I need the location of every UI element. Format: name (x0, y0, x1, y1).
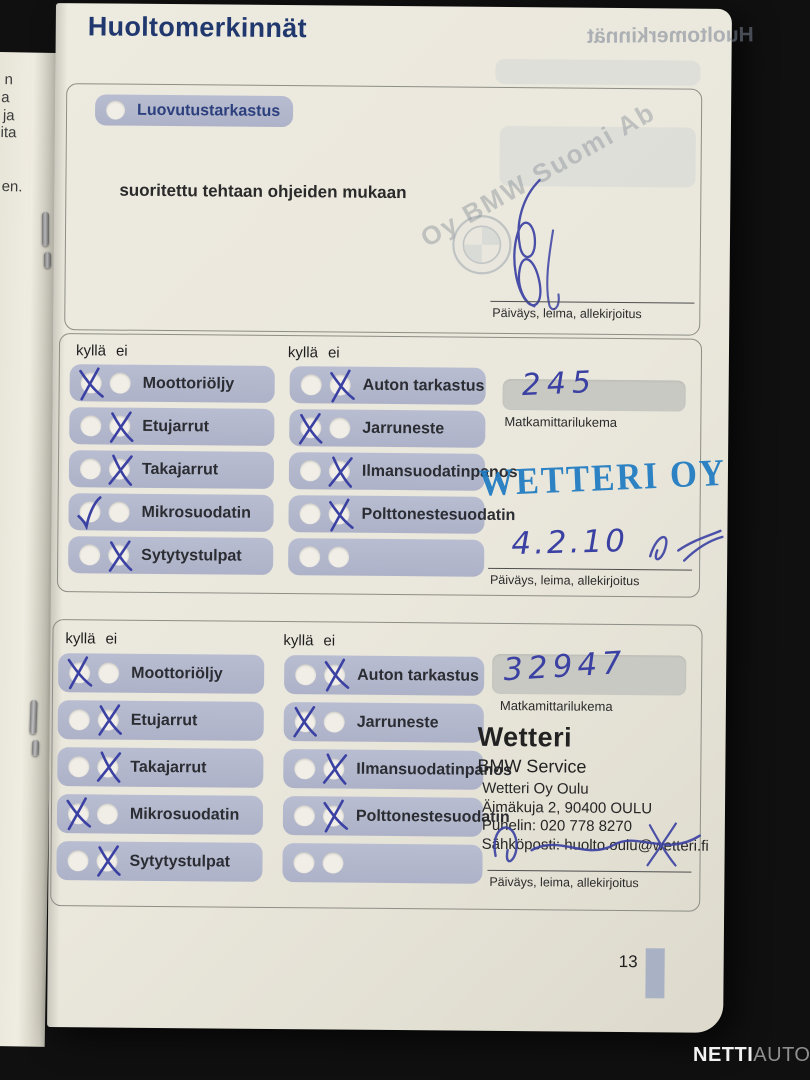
check-row-sytytystulpat (68, 536, 273, 575)
check-row-etujarrut (69, 407, 274, 446)
ei-circle (330, 374, 351, 395)
ei-circle (322, 852, 343, 873)
no-label: ei (105, 630, 118, 648)
check-row-sytytystulpat (56, 841, 262, 882)
kylla-circle (68, 803, 89, 824)
kylla-circle (68, 756, 89, 777)
check-label: Polttonestesuodatin (355, 807, 510, 826)
check-row-auton-tarkastus (290, 366, 486, 405)
check-row-takajarrut (69, 450, 274, 489)
ei-circle (97, 803, 118, 824)
check-row-mikrosuodatin (57, 794, 263, 835)
check-column-right (282, 655, 512, 884)
ei-circle (324, 711, 345, 732)
check-row-jarruneste (284, 702, 484, 743)
kylla-circle (295, 711, 316, 732)
ei-circle (96, 850, 117, 871)
showthrough-title: Huoltomerkinnät (586, 23, 754, 48)
ei-circle (329, 417, 350, 438)
stamp-address-line: Sähköposti: huolto.oulu@wetteri.fi (481, 835, 709, 855)
bmw-watermark-text: Oy BMW Suomi Ab (415, 96, 661, 253)
check-label: Moottoriöljy (131, 664, 223, 683)
kylla-circle (79, 501, 100, 522)
check-label: Takajarrut (130, 758, 207, 776)
yes-label: kyllä (283, 632, 314, 650)
kylla-circle (69, 709, 90, 730)
kylla-circle (299, 546, 320, 567)
signature-handwriting (476, 172, 592, 315)
odometer-handwritten-value: 245 (520, 364, 598, 404)
delivery-check-circle (106, 100, 125, 119)
check-row-auton-tarkastus (284, 655, 484, 696)
edge-text-fragment: a (1, 89, 10, 107)
kylla-circle (81, 372, 102, 393)
ei-circle (329, 460, 350, 481)
check-label: Jarruneste (362, 419, 445, 437)
ei-circle (324, 664, 345, 685)
edge-text-fragment: ita (0, 124, 17, 142)
yes-label: kyllä (75, 342, 107, 360)
kylla-circle (67, 850, 88, 871)
kylla-circle (301, 374, 322, 395)
ei-circle (108, 502, 129, 523)
kylla-circle (295, 664, 316, 685)
kylla-circle (79, 544, 100, 565)
service-entry-box (50, 619, 709, 912)
signature-caption: Päiväys, leima, allekirjoitus (489, 572, 640, 589)
kylla-circle (294, 758, 315, 779)
staple (44, 252, 51, 268)
yes-label: kyllä (287, 344, 319, 362)
no-label: ei (115, 342, 128, 360)
check-label: Sytytystulpat (141, 546, 242, 565)
check-row-mikrosuodatin (68, 493, 273, 532)
ei-circle (108, 545, 129, 566)
check-row-moottori-ljy (58, 653, 264, 694)
ei-circle (323, 805, 344, 826)
check-label: Moottoriöljy (142, 374, 235, 393)
check-row-polttonestesuodatin (288, 495, 516, 534)
check-row-etujarrut (58, 700, 264, 741)
check-label: Etujarrut (130, 711, 198, 729)
nettiauto-logo (693, 1044, 810, 1067)
yes-no-header (288, 344, 340, 361)
wetteri-ink-stamp: WETTERI OY (478, 452, 727, 505)
ei-circle (328, 503, 349, 524)
yes-no-header (283, 632, 335, 649)
signature-caption: Päiväys, leima, allekirjoitus (489, 874, 639, 891)
no-label: ei (323, 632, 336, 650)
delivery-inspection-box (64, 83, 702, 336)
ei-circle (110, 373, 131, 394)
kylla-circle (294, 805, 315, 826)
yes-no-header (65, 630, 117, 647)
check-column-left (68, 364, 275, 575)
check-row-ilmansuodatinpanos (283, 749, 512, 790)
ei-circle (323, 758, 344, 779)
check-row-empty (288, 538, 484, 577)
edge-text-fragment: n (4, 71, 14, 89)
staple (42, 212, 49, 246)
kylla-circle (293, 852, 314, 873)
service-entry-box (57, 333, 727, 598)
odometer-label: Matkamittarilukema (499, 697, 613, 714)
initials-handwriting (644, 522, 726, 569)
check-label: Auton tarkastus (362, 376, 485, 395)
bmw-service-stamp-line: BMW Service (477, 755, 587, 777)
kylla-circle (80, 458, 101, 479)
wetteri-stamp-brand: Wetteri (477, 721, 573, 753)
ei-circle (97, 756, 118, 777)
check-row-moottori-ljy (70, 364, 275, 403)
service-book-page (47, 3, 754, 1033)
page-number-marker (645, 948, 664, 998)
check-column-right (288, 366, 518, 577)
ei-circle (98, 709, 119, 730)
check-label: Polttonestesuodatin (361, 505, 516, 524)
check-label: Mikrosuodatin (141, 503, 251, 522)
check-row-takajarrut (57, 747, 263, 788)
page-title: Huoltomerkinnät (87, 11, 307, 44)
check-row-jarruneste (289, 409, 485, 448)
check-row-polttonestesuodatin (283, 796, 510, 837)
delivery-pill-label: Luovutustarkastus (137, 101, 281, 120)
check-label: Ilmansuodatinpanos (361, 462, 518, 481)
odometer-label: Matkamittarilukema (504, 413, 618, 430)
check-label: Etujarrut (142, 417, 210, 435)
check-label: Takajarrut (141, 460, 219, 478)
ei-circle (109, 416, 130, 437)
stamp-address-line: Äimäkuja 2, 90400 OULU (481, 798, 653, 817)
staple (29, 700, 37, 734)
stamp-address-line: Wetteri Oy Oulu (482, 779, 589, 798)
kylla-circle (300, 460, 321, 481)
check-row-ilmansuodatinpanos (289, 452, 518, 491)
delivery-inspection-pill (95, 94, 293, 127)
nettiauto-logo-auto: AUTO (753, 1044, 810, 1066)
ei-circle (328, 546, 349, 567)
kylla-circle (300, 417, 321, 438)
signature-caption: Päiväys, leima, allekirjoitus (492, 305, 642, 322)
stamp-address-line: Puhelin: 020 778 8270 (481, 816, 633, 836)
check-row-empty (282, 843, 482, 884)
handwritten-date: 4.2.10 (510, 523, 629, 563)
check-label: Ilmansuodatinpanos (356, 760, 512, 779)
check-label: Auton tarkastus (357, 666, 480, 685)
yes-no-header (76, 342, 128, 359)
nettiauto-logo-netti: NETTI (693, 1044, 754, 1066)
odometer-handwritten-value: 32947 (502, 644, 628, 689)
date-handwriting-scribble (479, 806, 708, 880)
kylla-circle (299, 503, 320, 524)
kylla-circle (80, 415, 101, 436)
check-label: Sytytystulpat (129, 852, 231, 871)
delivery-statement: suoritettu tehtaan ohjeiden mukaan (119, 180, 407, 203)
page-number: 13 (618, 951, 638, 972)
yes-label: kyllä (65, 630, 96, 648)
check-label: Jarruneste (356, 713, 439, 731)
check-column-left (56, 653, 264, 882)
ei-circle (98, 662, 119, 683)
kylla-circle (69, 662, 90, 683)
no-label: ei (327, 344, 340, 362)
edge-text-fragment: en. (1, 178, 23, 196)
check-label: Mikrosuodatin (129, 805, 240, 824)
ei-circle (109, 459, 130, 480)
edge-text-fragment: ja (2, 107, 15, 125)
staple (32, 740, 40, 756)
